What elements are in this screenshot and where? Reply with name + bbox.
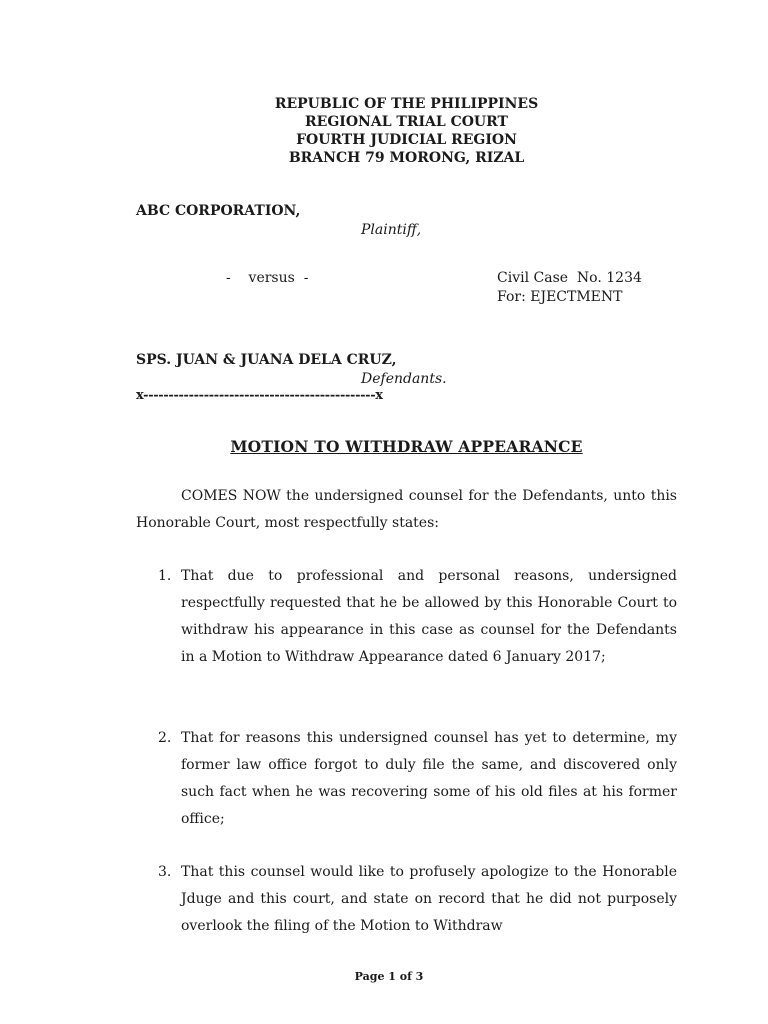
item-2-number: 2. [158,730,172,746]
court-header-line-3: FOURTH JUDICIAL REGION [296,132,517,148]
document-title: MOTION TO WITHDRAW APPEARANCE [230,437,583,456]
case-subject: For: EJECTMENT [497,289,623,305]
intro-paragraph [136,483,677,537]
defendant-name: SPS. JUAN & JUANA DELA CRUZ, [136,352,397,368]
defendant-role: Defendants. [361,371,447,387]
plaintiff-name: ABC CORPORATION, [136,203,301,219]
page-number: Page 1 of 3 [354,970,424,983]
item-3-text: That this counsel would like to profusely apologize to the Honorable Jduge and this court, and state on record that he did not purposely overlook the filing of the Motion to Withdraw [181,864,677,934]
item-2-text: That for reasons this undersigned counsel has yet to determine, my former law office forgot to duly file the same, and discovered only such fact when he was recovering some of his old files at his former office; [181,730,677,827]
caption-separator: x----------------------------------------------x [136,388,383,403]
case-number: Civil Case No. 1234 [497,270,642,286]
item-3-number: 3. [158,864,172,880]
item-1-text: That due to professional and personal reasons, undersigned respectfully requested that he be allowed by this Honorable Court to withdraw his appearance in this case as counsel for the Defendants in a Motion to Withdraw Appearance dated 6 January 2017; [181,568,677,665]
court-header-line-2: REGIONAL TRIAL COURT [305,114,508,130]
court-header-line-4: BRANCH 79 MORONG, RIZAL [288,150,525,166]
intro-text: COMES NOW the undersigned counsel for the Defendants, unto this Honorable Court, most respectfully states: [136,488,677,531]
versus-label: - versus - [226,270,309,286]
item-1-number: 1. [158,568,172,584]
court-header-line-1: REPUBLIC OF THE PHILIPPINES [274,96,539,112]
plaintiff-role: Plaintiff, [361,222,422,238]
